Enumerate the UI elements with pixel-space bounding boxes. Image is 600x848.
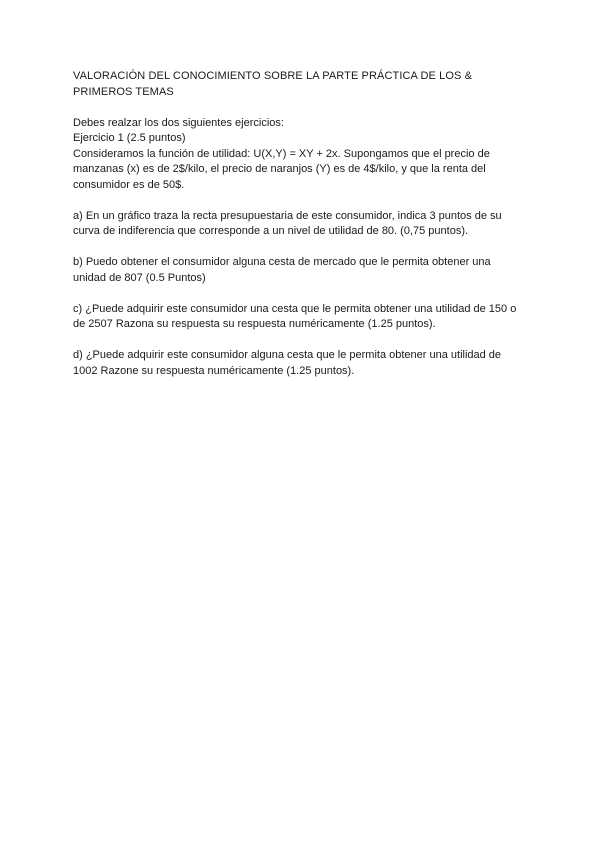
exercise-heading: Ejercicio 1 (2.5 puntos) (73, 132, 186, 144)
statement-line-2: manzanas (x) es de 2$/kilo, el precio de naranjos (Y) es de 4$/kilo, y que la renta del (73, 163, 486, 175)
exercise-statement (73, 147, 533, 194)
question-c-line-2: de 2507 Razona su respuesta su respuesta numéricamente (1.25 puntos). (73, 318, 436, 330)
intro-block (73, 116, 533, 147)
statement-line-1: Consideramos la función de utilidad: U(X,Y) = XY + 2x. Supongamos que el precio de (73, 147, 490, 160)
document-content (73, 69, 533, 395)
statement-line-3: consumidor es de 50$. (73, 178, 185, 191)
question-d-line-1: d) ¿Puede adquirir este consumidor alguna cesta que le permita obtener una utilidad de (73, 349, 502, 361)
question-b-line-2: unidad de 807 (0.5 Puntos) (73, 271, 206, 284)
question-b-line-1: b) Puedo obtener el consumidor alguna cesta de mercado que le permita obtener una (73, 256, 491, 268)
question-b (73, 255, 533, 286)
intro-text: Debes realzar los dos siguientes ejercicios: (73, 116, 284, 129)
document-title (73, 69, 533, 100)
title-line-2: PRIMEROS TEMAS (73, 85, 174, 98)
question-a-line-2: curva de indiferencia que corresponde a un nivel de utilidad de 80. (0,75 puntos). (73, 225, 469, 237)
question-c-line-1: c) ¿Puede adquirir este consumidor una cesta que le permita obtener una utilidad de 150 o (73, 302, 517, 315)
question-a-line-1: a) En un gráfico traza la recta presupuestaria de este consumidor, indica 3 puntos de su (73, 209, 502, 222)
question-a (73, 209, 533, 240)
question-c (73, 302, 533, 333)
question-d (73, 348, 533, 379)
question-d-line-2: 1002 Razone su respuesta numéricamente (1.25 puntos). (73, 364, 355, 377)
title-line-1: VALORACIÓN DEL CONOCIMIENTO SOBRE LA PARTE PRÁCTICA DE LOS & (73, 70, 473, 82)
